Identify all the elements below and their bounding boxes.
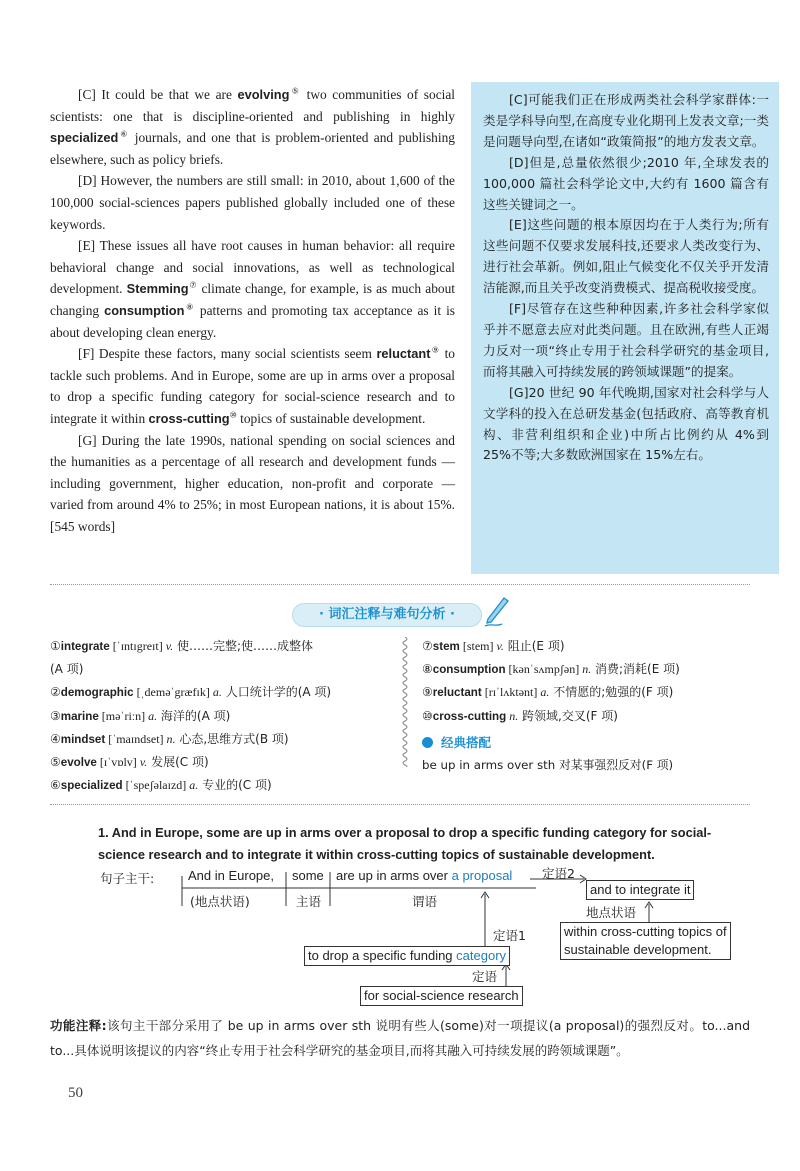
vocab-item: ④mindset [ˈmaɪndset] n. 心态,思维方式(B 项) xyxy=(50,731,289,746)
vocab-item: ⑧consumption [kənˈsʌmpʃən] n. 消费;消耗(E 项) xyxy=(422,662,680,677)
attr-label: 定语 xyxy=(472,969,498,984)
translation-paragraph: [D]但是,总量依然很少;2010 年,全球发表的 100,000 篇社会科学论文中,大约有 1600 篇含有这些关键词之一。 xyxy=(483,154,769,212)
translation-paragraph: [E]这些问题的根本原因均在于人类行为;所有这些问题不仅要求发展科技,还要求人类改变行为、进行社会革新。例如,阻止气候变化不仅关乎开发清洁能源,而且关乎改变消费模式、提高税收接受度。 xyxy=(483,217,769,296)
vocab-section-header xyxy=(292,600,514,626)
vocab-item: ⑥specialized [ˈspeʃəlaɪzd] a. 专业的(C 项) xyxy=(50,778,272,793)
box-for: for social-science research xyxy=(360,986,523,1006)
paragraph-C: [C] It could be that we are evolving⑤ two communities of social scientists: one that is discipline-oriented and publishing in highly specialized⑥ journals, and one that is problem-oriented and publishing elsewhere, such as policy briefs. xyxy=(50,86,456,167)
vocab-item: ⑦stem [stem] v. 阻止(E 项) xyxy=(422,639,565,653)
box-integrate: and to integrate it xyxy=(586,880,694,900)
vocab-item: ⑨reluctant [rɪˈlʌktənt] a. 不情愿的;勉强的(F 项) xyxy=(422,685,674,700)
collocation-heading: 经典搭配 xyxy=(422,732,752,754)
divider xyxy=(50,804,750,805)
vocab-title: · 词汇注释与难句分析 · xyxy=(292,603,482,627)
bullet-icon xyxy=(422,737,433,748)
collocation-text: be up in arms over sth 对某事强烈反对(F 项) xyxy=(422,758,674,773)
divider xyxy=(50,584,750,585)
vocab-item: ②demographic [ˌdeməˈgræfɪk] a. 人口统计学的(A 项) xyxy=(50,685,332,700)
role-adverbial: (地点状语) xyxy=(190,894,250,909)
role-subject: 主语 xyxy=(296,894,322,909)
english-passage xyxy=(50,84,455,537)
paragraph-E: [E] These issues all have root causes in human behavior: all require behavioral change and social innovations, as well as technological development. Stemming⑦ climate change, for example, is as much about changing consumption⑧ patterns and promoting tax acceptance as it is about developing clean energy. xyxy=(50,238,456,340)
paragraph-G: [G] During the late 1990s, national spending on social sciences and the humanities as a percentage of all research and development funds — including government, higher education, non-profit and corporate — varied from around 4% to 25%; in most European nations, it is about 15%.[545 words] xyxy=(50,432,455,534)
column-divider xyxy=(400,637,410,767)
attr1-label: 定语1 xyxy=(493,928,526,943)
function-note: 功能注释:该句主干部分采用了 be up in arms over sth 说明有些人(some)对一项提议(a proposal)的强烈反对。to...and to...具体说明该提议的内容“终止专用于社会科学研究的基金项目,而将其融入可持续发展的跨领域课题”。 xyxy=(50,1018,750,1058)
box-drop: to drop a specific funding category xyxy=(304,946,510,966)
paragraph-F: [F] Despite these factors, many social scientists seem reluctant⑨ to tackle such problems. And in Europe, some are up in arms over a proposal to drop a specific funding category for social-science research and to integrate it within cross-cutting⑩ topics of sustainable development. xyxy=(50,345,455,426)
paragraph-D: [D] However, the numbers are still small: in 2010, about 1,600 of the 100,000 social-sciences papers published globally included one of these keywords. xyxy=(50,173,455,232)
translation-paragraph: [C]可能我们正在形成两类社会科学家群体:一类是学科导向型,在高度专业化期刊上发表文章;一类是问题导向型,在诸如“政策简报”的地方发表文章。 xyxy=(483,92,769,149)
translation-box xyxy=(471,82,779,574)
vocab-item: ③marine [məˈriːn] a. 海洋的(A 项) xyxy=(50,708,231,723)
vocab-item: (A 项) xyxy=(50,662,84,677)
seg-predicate: are up in arms over a proposal xyxy=(336,868,513,883)
vocab-list-left xyxy=(50,635,392,797)
vocab-item: ⑤evolve [ɪˈvɒlv] v. 发展(C 项) xyxy=(50,755,209,770)
vocab-list-right xyxy=(422,635,752,776)
role-predicate: 谓语 xyxy=(412,894,438,909)
main-clause-label: 句子主干: xyxy=(100,871,155,886)
page-number: 50 xyxy=(68,1085,83,1101)
vocab-item: ①integrate [ˈɪntɪgreɪt] v. 使……完整;使……成整体 xyxy=(50,639,314,653)
box-within: within cross-cutting topics of sustainable development. xyxy=(560,922,731,960)
vocab-item: ⑩cross-cutting n. 跨领域,交叉(F 项) xyxy=(422,708,618,723)
adverbial-place-label: 地点状语 xyxy=(586,905,637,920)
attr2-label: 定语2 xyxy=(542,866,575,881)
translation-paragraph: [F]尽管存在这些种种因素,许多社会科学家似乎并不愿意去应对此类问题。且在欧洲,有些人正竭力反对一项“终止专用于社会科学研究的基金项目,而将其融入可持续发展的跨领域课题”的提案。 xyxy=(483,301,769,379)
analysis-sentence: 1. And in Europe, some are up in arms over a proposal to drop a specific funding category for social-science research and to integrate it within cross-cutting topics of sustainable development. xyxy=(98,825,712,862)
pen-icon xyxy=(482,596,510,630)
seg-adverbial: And in Europe, xyxy=(188,868,275,883)
translation-paragraph: [G]20 世纪 90 年代晚期,国家对社会科学与人文学科的投入在总研发基金(包括政府、高等教育机构、非营利组织和企业)中所占比例约从 4%到 25%不等;大多数欧洲国家在 15%左右。 xyxy=(483,384,769,463)
seg-subject: some xyxy=(292,868,324,883)
sentence-diagram xyxy=(100,866,760,1016)
